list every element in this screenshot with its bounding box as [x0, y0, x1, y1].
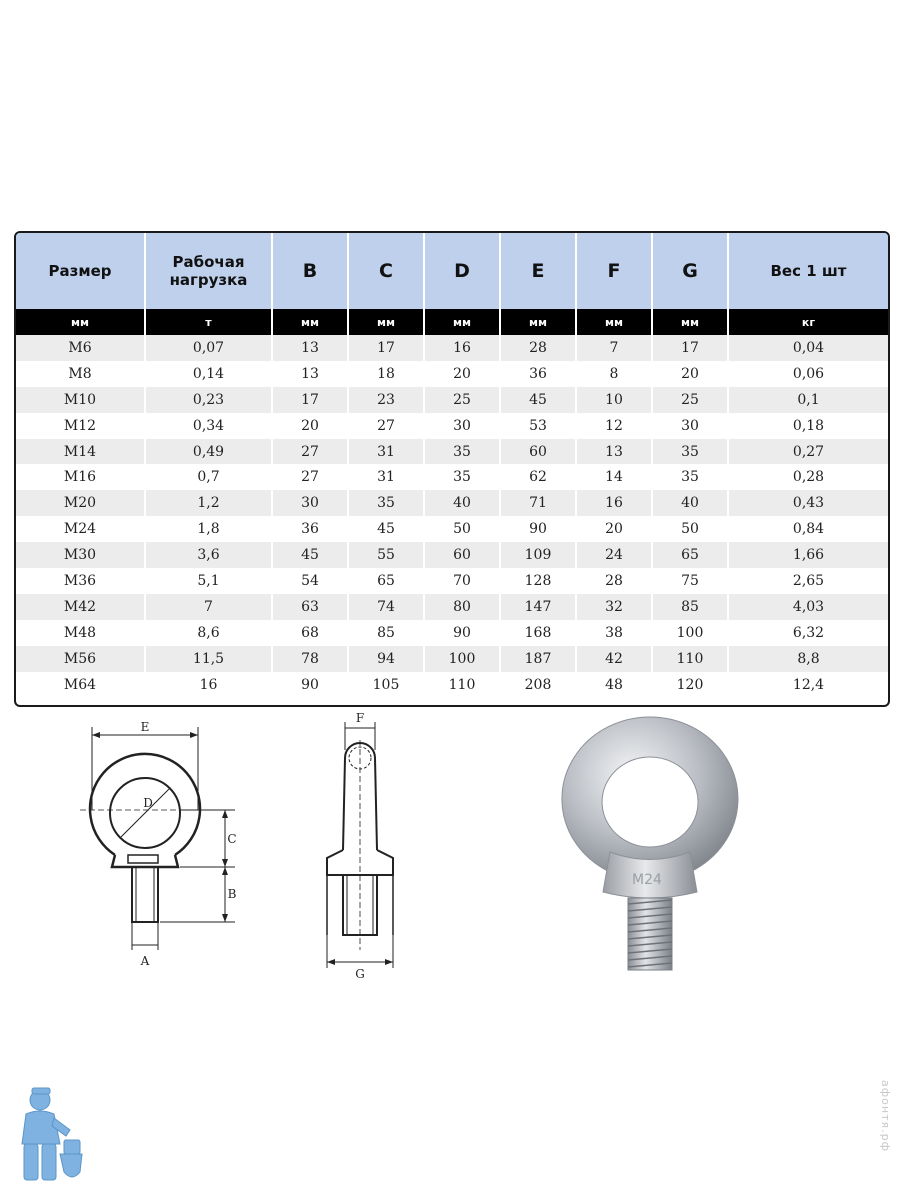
cell-c: 74 — [348, 594, 424, 620]
table-row — [16, 542, 888, 568]
cell-size: M8 — [16, 361, 145, 387]
cell-b: 45 — [272, 542, 348, 568]
cell-size: M20 — [16, 490, 145, 516]
cell-e: 168 — [500, 620, 576, 646]
cell-size: M10 — [16, 387, 145, 413]
cell-weight: 0,43 — [728, 490, 888, 516]
table-row — [16, 335, 888, 361]
cell-b: 13 — [272, 361, 348, 387]
cell-f: 48 — [576, 672, 652, 698]
cell-g: 40 — [652, 490, 728, 516]
cell-load: 1,8 — [145, 516, 272, 542]
cell-load: 11,5 — [145, 646, 272, 672]
photo-marking: M24 — [632, 872, 662, 888]
cell-g: 20 — [652, 361, 728, 387]
units-row — [16, 309, 888, 335]
cell-d: 35 — [424, 439, 500, 465]
table-row — [16, 672, 888, 698]
cell-b: 63 — [272, 594, 348, 620]
cell-c: 17 — [348, 335, 424, 361]
cell-weight: 0,28 — [728, 464, 888, 490]
cell-e: 36 — [500, 361, 576, 387]
cell-d: 35 — [424, 464, 500, 490]
spec-table-container — [14, 231, 890, 707]
cell-weight: 0,27 — [728, 439, 888, 465]
cell-c: 65 — [348, 568, 424, 594]
cell-e: 90 — [500, 516, 576, 542]
cell-load: 5,1 — [145, 568, 272, 594]
cell-weight: 2,65 — [728, 568, 888, 594]
cell-b: 90 — [272, 672, 348, 698]
cell-d: 50 — [424, 516, 500, 542]
cell-load: 3,6 — [145, 542, 272, 568]
cell-e: 60 — [500, 439, 576, 465]
cell-load: 0,07 — [145, 335, 272, 361]
cell-c: 27 — [348, 413, 424, 439]
label-b: B — [227, 887, 237, 901]
cell-load: 0,23 — [145, 387, 272, 413]
unit-d: мм — [424, 309, 500, 335]
cell-e: 109 — [500, 542, 576, 568]
cell-size: M16 — [16, 464, 145, 490]
cell-b: 27 — [272, 464, 348, 490]
cell-e: 147 — [500, 594, 576, 620]
cell-f: 14 — [576, 464, 652, 490]
header-size: Размер — [16, 233, 145, 309]
cell-b: 13 — [272, 335, 348, 361]
cell-size: M14 — [16, 439, 145, 465]
header-working-load: Рабочая нагрузка — [145, 233, 272, 309]
table-row — [16, 646, 888, 672]
unit-e: мм — [500, 309, 576, 335]
cell-weight: 1,66 — [728, 542, 888, 568]
cell-b: 78 — [272, 646, 348, 672]
cell-b: 54 — [272, 568, 348, 594]
cell-c: 18 — [348, 361, 424, 387]
cell-e: 53 — [500, 413, 576, 439]
cell-g: 25 — [652, 387, 728, 413]
cell-load: 1,2 — [145, 490, 272, 516]
cell-d: 40 — [424, 490, 500, 516]
header-b: B — [272, 233, 348, 309]
side-view-diagram — [315, 710, 405, 980]
cell-b: 27 — [272, 439, 348, 465]
cell-c: 85 — [348, 620, 424, 646]
table-body — [16, 335, 888, 697]
cell-d: 20 — [424, 361, 500, 387]
table-row — [16, 387, 888, 413]
header-row — [16, 233, 888, 309]
cell-weight: 0,04 — [728, 335, 888, 361]
label-e: E — [140, 720, 150, 734]
cell-c: 105 — [348, 672, 424, 698]
cell-e: 28 — [500, 335, 576, 361]
header-c: C — [348, 233, 424, 309]
table-row — [16, 490, 888, 516]
cell-weight: 0,06 — [728, 361, 888, 387]
label-f: F — [355, 711, 365, 725]
plumber-mascot-logo — [8, 1082, 88, 1192]
cell-g: 120 — [652, 672, 728, 698]
spec-table — [16, 233, 888, 697]
cell-b: 68 — [272, 620, 348, 646]
cell-f: 8 — [576, 361, 652, 387]
unit-working-load: т — [145, 309, 272, 335]
cell-c: 23 — [348, 387, 424, 413]
cell-weight: 12,4 — [728, 672, 888, 698]
table-row — [16, 620, 888, 646]
cell-f: 7 — [576, 335, 652, 361]
cell-f: 32 — [576, 594, 652, 620]
unit-size: мм — [16, 309, 145, 335]
cell-d: 60 — [424, 542, 500, 568]
unit-f: мм — [576, 309, 652, 335]
table-row — [16, 439, 888, 465]
cell-d: 16 — [424, 335, 500, 361]
cell-f: 28 — [576, 568, 652, 594]
cell-b: 30 — [272, 490, 348, 516]
cell-size: M64 — [16, 672, 145, 698]
label-a: A — [140, 954, 150, 968]
header-f: F — [576, 233, 652, 309]
header-weight: Вес 1 шт — [728, 233, 888, 309]
cell-size: M42 — [16, 594, 145, 620]
cell-size: M30 — [16, 542, 145, 568]
cell-d: 90 — [424, 620, 500, 646]
cell-load: 0,34 — [145, 413, 272, 439]
header-e: E — [500, 233, 576, 309]
cell-b: 20 — [272, 413, 348, 439]
cell-d: 30 — [424, 413, 500, 439]
cell-f: 16 — [576, 490, 652, 516]
cell-b: 17 — [272, 387, 348, 413]
label-g: G — [355, 967, 365, 980]
cell-c: 31 — [348, 464, 424, 490]
eye-bolt-photo — [555, 712, 745, 977]
cell-d: 110 — [424, 672, 500, 698]
cell-e: 62 — [500, 464, 576, 490]
cell-load: 16 — [145, 672, 272, 698]
label-c: C — [227, 832, 237, 846]
cell-c: 31 — [348, 439, 424, 465]
cell-f: 12 — [576, 413, 652, 439]
cell-g: 35 — [652, 464, 728, 490]
cell-size: M12 — [16, 413, 145, 439]
cell-f: 13 — [576, 439, 652, 465]
cell-load: 0,49 — [145, 439, 272, 465]
cell-b: 36 — [272, 516, 348, 542]
cell-f: 24 — [576, 542, 652, 568]
header-d: D — [424, 233, 500, 309]
table-row — [16, 413, 888, 439]
cell-e: 71 — [500, 490, 576, 516]
cell-e: 208 — [500, 672, 576, 698]
cell-weight: 8,8 — [728, 646, 888, 672]
label-d: D — [143, 796, 153, 810]
cell-d: 100 — [424, 646, 500, 672]
cell-g: 30 — [652, 413, 728, 439]
cell-load: 0,7 — [145, 464, 272, 490]
cell-e: 45 — [500, 387, 576, 413]
cell-load: 0,14 — [145, 361, 272, 387]
unit-g: мм — [652, 309, 728, 335]
cell-weight: 4,03 — [728, 594, 888, 620]
cell-weight: 0,18 — [728, 413, 888, 439]
cell-d: 25 — [424, 387, 500, 413]
cell-size: M36 — [16, 568, 145, 594]
cell-size: M6 — [16, 335, 145, 361]
cell-g: 75 — [652, 568, 728, 594]
cell-c: 94 — [348, 646, 424, 672]
cell-d: 70 — [424, 568, 500, 594]
cell-f: 10 — [576, 387, 652, 413]
front-view-diagram — [70, 715, 250, 970]
cell-g: 65 — [652, 542, 728, 568]
cell-c: 55 — [348, 542, 424, 568]
site-watermark: афонтя.рф — [879, 1080, 892, 1152]
table-row — [16, 516, 888, 542]
cell-g: 35 — [652, 439, 728, 465]
cell-load: 7 — [145, 594, 272, 620]
cell-e: 128 — [500, 568, 576, 594]
table-row — [16, 464, 888, 490]
unit-c: мм — [348, 309, 424, 335]
cell-g: 85 — [652, 594, 728, 620]
cell-f: 38 — [576, 620, 652, 646]
unit-weight: кг — [728, 309, 888, 335]
cell-size: M24 — [16, 516, 145, 542]
unit-b: мм — [272, 309, 348, 335]
cell-weight: 0,1 — [728, 387, 888, 413]
cell-d: 80 — [424, 594, 500, 620]
cell-weight: 6,32 — [728, 620, 888, 646]
table-row — [16, 568, 888, 594]
cell-weight: 0,84 — [728, 516, 888, 542]
cell-g: 110 — [652, 646, 728, 672]
cell-g: 100 — [652, 620, 728, 646]
header-g: G — [652, 233, 728, 309]
cell-size: M56 — [16, 646, 145, 672]
cell-e: 187 — [500, 646, 576, 672]
cell-load: 8,6 — [145, 620, 272, 646]
cell-size: M48 — [16, 620, 145, 646]
cell-c: 45 — [348, 516, 424, 542]
cell-g: 50 — [652, 516, 728, 542]
cell-c: 35 — [348, 490, 424, 516]
cell-f: 42 — [576, 646, 652, 672]
table-row — [16, 361, 888, 387]
cell-f: 20 — [576, 516, 652, 542]
table-row — [16, 594, 888, 620]
cell-g: 17 — [652, 335, 728, 361]
